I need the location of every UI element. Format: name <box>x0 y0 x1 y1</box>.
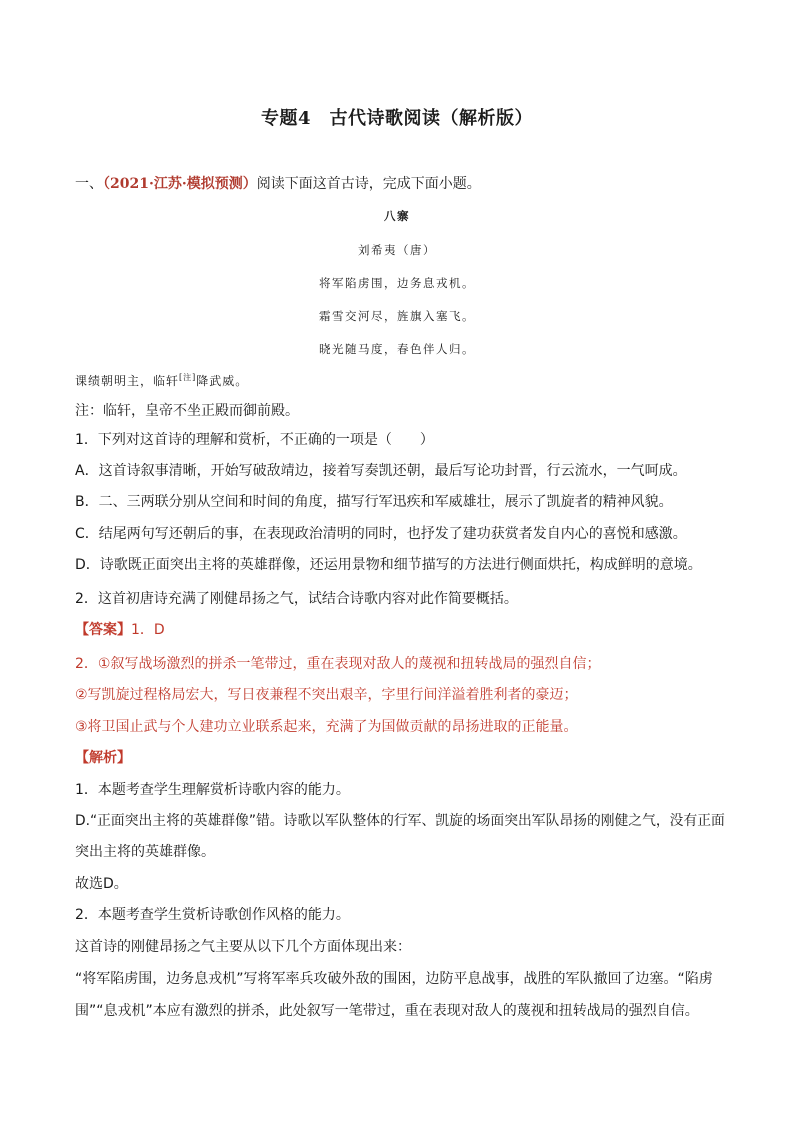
poem-line-4-start: 课绩朝明主，临轩 <box>75 374 180 388</box>
analysis-line-3: 突出主将的英雄群像。 <box>75 844 215 860</box>
question-intro <box>75 174 725 194</box>
question-number: 一、 <box>75 176 103 192</box>
question-source: （2021·江苏·模拟预测） <box>103 176 257 192</box>
answer-q1: 1．D <box>131 622 165 638</box>
poem-note: 注：临轩，皇帝不坐正殿而御前殿。 <box>75 403 299 419</box>
note-reference: [注] <box>179 373 197 382</box>
q1-option-c: C．结尾两句写还朝后的事，在表现政治清明的同时，也抒发了建功获赏者发自内心的喜悦和感激。 <box>75 526 687 542</box>
poem-title: 八寨 <box>384 209 410 223</box>
q2-stem: 2．这首初唐诗充满了刚健昂扬之气，试结合诗歌内容对此作简要概括。 <box>75 591 518 607</box>
answer-q2-line-3: ③将卫国止武与个人建功立业联系起来，充满了为国做贡献的昂扬进取的正能量。 <box>75 719 578 735</box>
analysis-line-1: 1．本题考查学生理解赏析诗歌内容的能力。 <box>75 782 350 798</box>
answer-label: 【答案】 <box>75 622 131 638</box>
analysis-line-2: D.“正面突出主将的英雄群像”错。诗歌以军队整体的行军、凯旋的场面突出军队昂扬的刚健之气，没有正面 <box>75 813 725 829</box>
answer-q2-line-1: 2．①叙写战场激烈的拼杀一笔带过，重在表现对敌人的蔑视和扭转战局的强烈自信； <box>75 656 601 672</box>
poem-line-4 <box>75 368 725 391</box>
poem-author: 刘希夷（唐） <box>358 243 436 257</box>
analysis-label: 【解析】 <box>75 750 131 766</box>
answer-q2-line-2: ②写凯旋过程格局宏大，写日夜兼程不突出艰辛，字里行间洋溢着胜利者的豪迈； <box>75 687 578 703</box>
page-title: 专题4 古代诗歌阅读（解析版） <box>260 108 534 129</box>
poem-line-3: 晓光随马度，春色伴人归。 <box>319 342 475 356</box>
analysis-line-5: 2．本题考查学生赏析诗歌创作风格的能力。 <box>75 907 350 923</box>
analysis-line-6: 这首诗的刚健昂扬之气主要从以下几个方面体现出来： <box>75 939 411 955</box>
analysis-line-8: 围”“息戎机”本应有激烈的拼杀，此处叙写一笔带过，重在表现对敌人的蔑视和扭转战局的强烈自信。 <box>75 1003 699 1019</box>
q1-option-a: A．这首诗叙事清晰，开始写破敌靖边，接着写奏凯还朝，最后写论功封晋，行云流水，一气呵成。 <box>75 463 687 479</box>
q1-option-d: D．诗歌既正面突出主将的英雄群像，还运用景物和细节描写的方法进行侧面烘托，构成鲜明的意境。 <box>75 557 702 573</box>
poem-line-1: 将军陷虏围，边务息戎机。 <box>319 276 475 290</box>
q1-stem: 1．下列对这首诗的理解和赏析，不正确的一项是（ ） <box>75 432 434 448</box>
poem-line-2: 霜雪交河尽，旌旗入塞飞。 <box>319 309 475 323</box>
poem-line-4-end: 降武威。 <box>196 374 249 388</box>
answer-block-header <box>75 620 725 640</box>
analysis-line-7: “将军陷虏围，边务息戎机”写将军率兵攻破外敌的围困，边防平息战事，战胜的军队撤回了边塞。“陷虏 <box>75 971 713 987</box>
question-instruction: 阅读下面这首古诗，完成下面小题。 <box>256 176 481 192</box>
q1-option-b: B．二、三两联分别从空间和时间的角度，描写行军迅疾和军威雄壮，展示了凯旋者的精神风貌。 <box>75 494 673 510</box>
analysis-line-4: 故选D。 <box>75 876 128 892</box>
